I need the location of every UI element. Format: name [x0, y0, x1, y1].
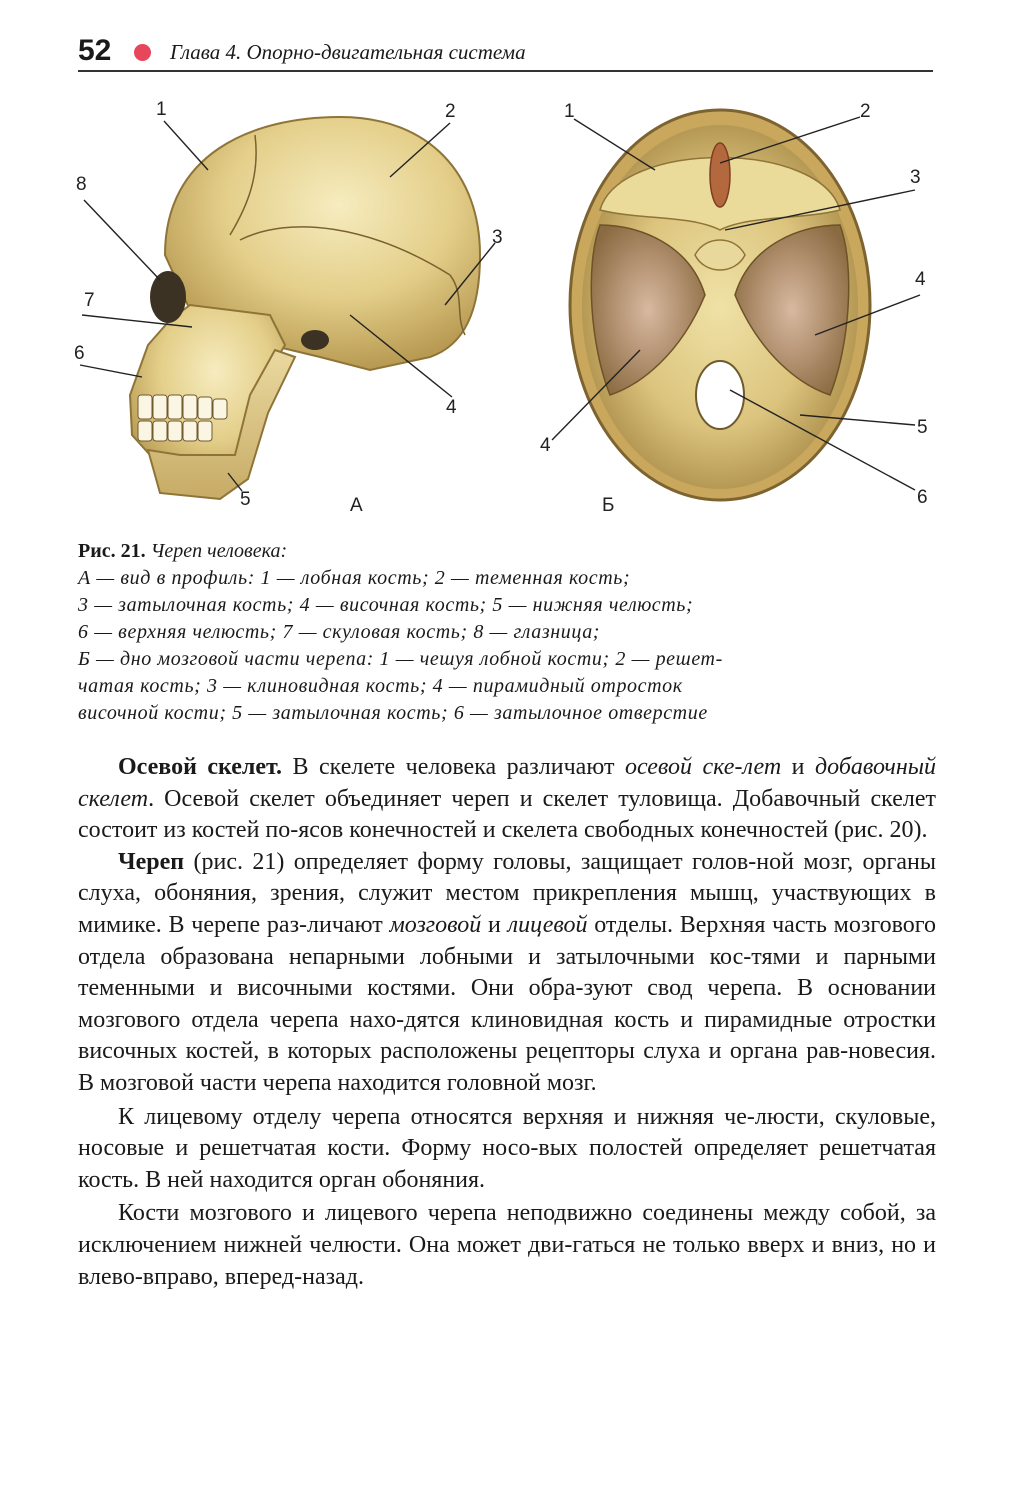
text-run: отделы. Верхняя часть мозгового отдела образована непарными лобными и затылочными кос-тями и парными теменными и височными костями. Они обра-зуют свод черепа. В основании мозгового отдела черепа нахо-дятся клиновидная кость и пирамидные отростки височных костей, в которых расположены рецепторы слуха и органа рав-новесия. В мозговой части черепа находится головной мозг. [78, 911, 936, 1096]
label-b-2: 2 [860, 101, 871, 122]
skull-base-illustration [530, 95, 950, 525]
body-text [78, 752, 936, 1293]
italic-term: мозговой [389, 911, 482, 938]
label-a-3: 3 [492, 227, 503, 248]
caption-fig-number: Рис. 21. [78, 540, 146, 562]
label-a-5: 5 [240, 489, 251, 510]
label-a-2: 2 [445, 101, 456, 122]
label-b-4-right: 4 [915, 269, 926, 290]
caption-line: чатая кость; 3 — клиновидная кость; 4 — пирамидный отросток [78, 675, 683, 697]
caption-title [78, 538, 938, 565]
caption-fig-title: Череп человека: [150, 540, 288, 562]
paragraph-jaw-mobility: Кости мозгового и лицевого черепа неподвижно соединены между собой, за исключением нижней челюсти. Она может дви-гаться не только вверх и вниз, но и влево-вправо, вперед-назад. [78, 1200, 936, 1290]
page-number: 52 [78, 34, 112, 67]
label-b-1: 1 [564, 101, 575, 122]
paragraph-facial-section: К лицевому отделу черепа относятся верхняя и нижняя че-люсти, скуловые, носовые и решетчатая кости. Форму носо-вых полостей определяет решетчатая кость. В ней находится орган обоняния. [78, 1103, 936, 1193]
label-a-8: 8 [76, 174, 87, 195]
page-header [78, 34, 933, 72]
red-bullet-icon [134, 44, 151, 61]
italic-term: добавочный скелет [78, 754, 937, 812]
figure-a-letter: А [350, 495, 363, 516]
foramen-magnum-shape [696, 361, 744, 429]
term-axial-skeleton: Осевой скелет. [118, 754, 283, 780]
caption-line: височной кости; 5 — затылочная кость; 6 — затылочное отверстие [78, 702, 708, 724]
text-run: (рис. 21) определяет форму головы, защищает голов-ной мозг, органы слуха, обоняния, зрения, служит местом прикрепления мышц, участвующих в мимике. В черепе раз-личают [78, 848, 936, 938]
chapter-title: Глава 4. Опорно-двигательная система [170, 40, 526, 64]
paragraph-axial-skeleton [78, 752, 936, 847]
label-b-4-left: 4 [540, 435, 551, 456]
figure-caption [78, 538, 938, 727]
text-run: и [481, 911, 508, 938]
label-b-5: 5 [917, 417, 928, 438]
figure-b-letter: Б [602, 495, 615, 516]
orbit-shape [150, 271, 186, 323]
ear-opening-shape [301, 330, 329, 350]
figure-skull-base [530, 95, 950, 525]
caption-line: Б — дно мозговой части черепа: 1 — чешуя лобной кости; 2 — решет- [78, 648, 723, 670]
text-run: В скелете человека различают [282, 754, 625, 780]
label-b-3: 3 [910, 167, 921, 188]
italic-term: осевой ске-лет [624, 754, 782, 780]
label-a-6: 6 [74, 343, 85, 364]
caption-line: А — вид в профиль: 1 — лобная кость; 2 — теменная кость; [78, 567, 631, 589]
paragraph-skull [78, 847, 936, 1100]
text-run: . Осевой скелет объединяет череп и скелет туловища. Добавочный скелет состоит из костей по-ясов конечностей и скелета свободных конечностей (рис. 20). [78, 785, 936, 844]
label-a-1: 1 [156, 99, 167, 120]
term-skull: Череп [118, 848, 185, 875]
label-a-7: 7 [84, 290, 95, 311]
label-a-4: 4 [446, 397, 457, 418]
label-b-6: 6 [917, 487, 928, 508]
text-run: и [781, 754, 816, 780]
caption-line: 3 — затылочная кость; 4 — височная кость; 5 — нижняя челюсть; [78, 594, 694, 616]
figure-skull-profile [70, 95, 530, 525]
skull-profile-illustration [70, 95, 530, 525]
caption-line: 6 — верхняя челюсть; 7 — скуловая кость; 8 — глазница; [78, 621, 601, 643]
italic-term: лицевой [507, 911, 588, 938]
